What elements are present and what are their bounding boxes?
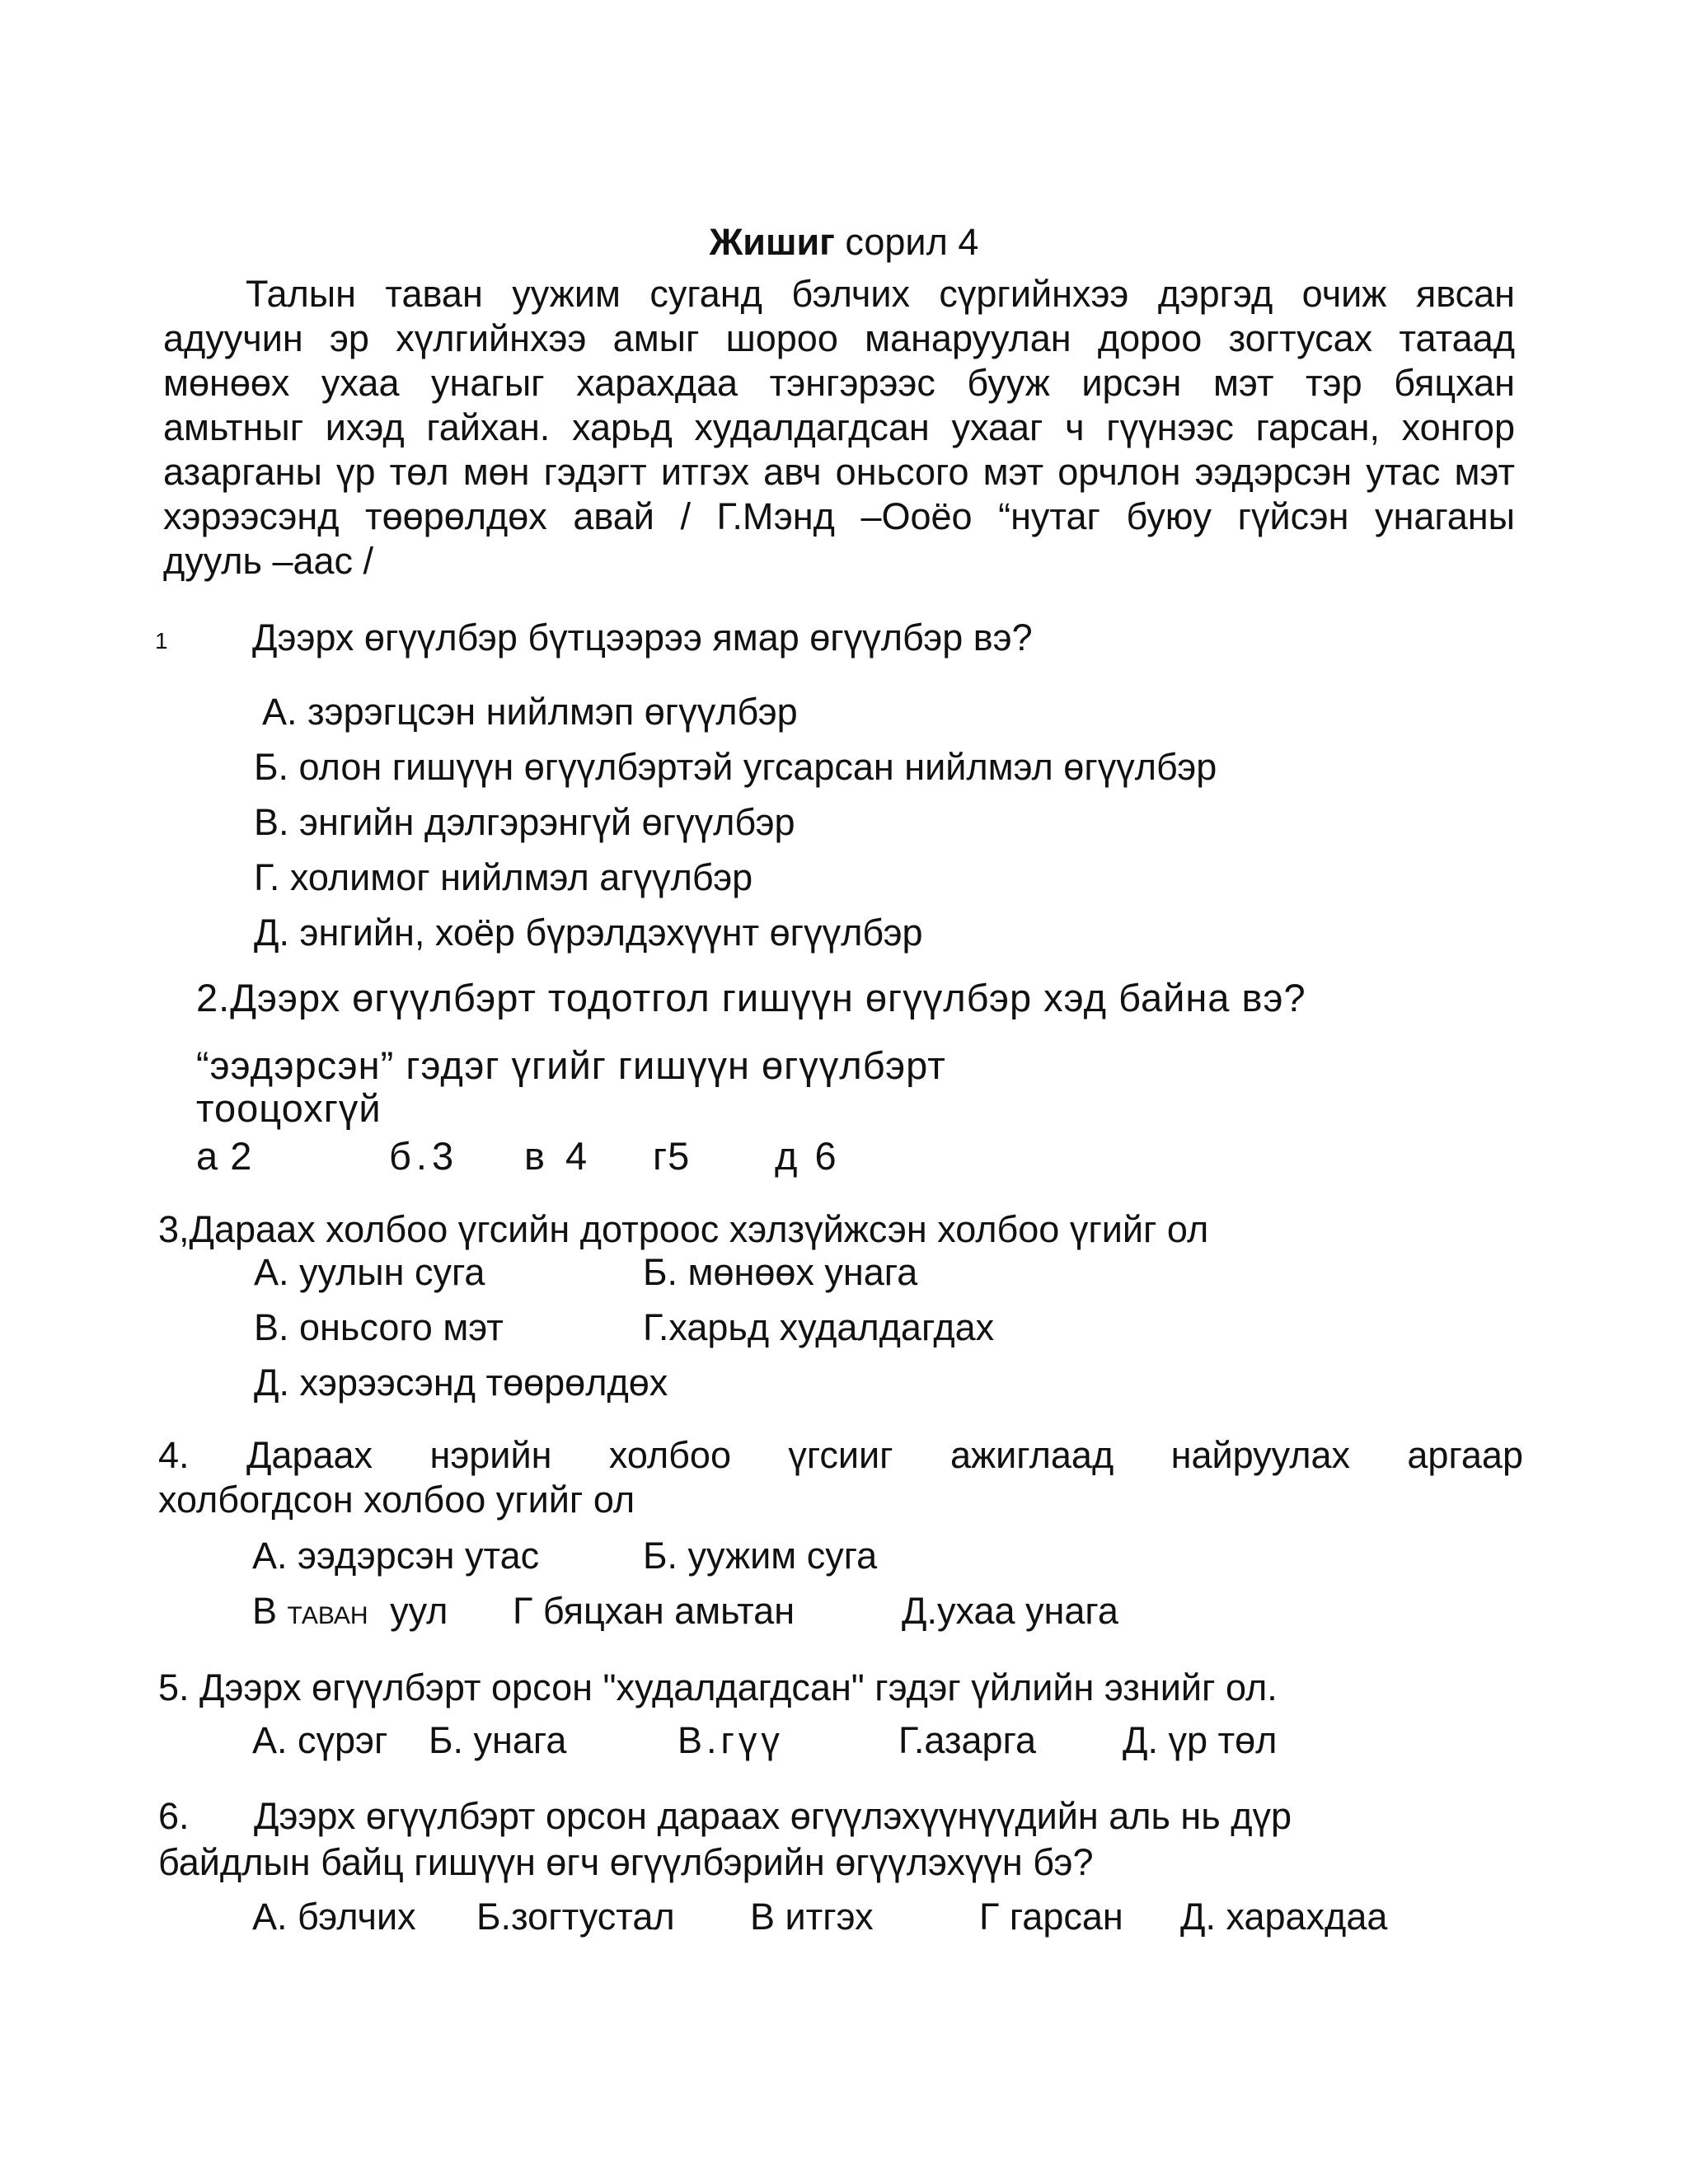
title-rest: сорил 4	[834, 221, 979, 263]
q4-word: 4.	[158, 1434, 190, 1476]
question-4-line	[158, 1434, 1523, 1477]
page-title	[0, 221, 1688, 264]
question-3-option: А. уулын суга	[254, 1251, 485, 1293]
question-2-note: тооцохгүй	[196, 1086, 382, 1130]
question-3-option: Б. мөнөөх унага	[643, 1251, 918, 1293]
question-5-option: А. сүрэг	[252, 1719, 388, 1761]
question-2-note: “ээдэрсэн” гэдэг үгийг гишүүн өгүүлбэрт	[196, 1043, 946, 1087]
question-5-option: В.гүү	[678, 1719, 784, 1761]
question-5-option: Б. унага	[429, 1719, 567, 1761]
question-1-option: Г. холимог нийлмэл агүүлбэр	[254, 856, 753, 898]
passage-line: амьтныг ихэд гайхан. харьд худалдагдсан ухааг ч гүүнээс гарсан, хонгор	[163, 406, 1515, 448]
question-1-option: Б. олон гишүүн өгүүлбэртэй угсарсан нийлмэл өгүүлбэр	[254, 746, 1217, 788]
question-4-option: Б. уужим суга	[643, 1535, 878, 1577]
question-3-text: 3,Дараах холбоо үгсийн дотроос хэлзүйжсэн холбоо үгийг ол	[158, 1208, 1209, 1250]
q4-word: Дараах	[246, 1434, 373, 1476]
question-1-option: В. энгийн дэлгэрэнгүй өгүүлбэр	[254, 801, 795, 843]
question-2-option: б.3	[389, 1134, 459, 1178]
question-6-option: Г гарсан	[979, 1896, 1123, 1938]
passage-line: дууль –аас /	[163, 540, 374, 582]
question-6-option: В итгэх	[750, 1896, 874, 1938]
question-6-text: байдлын байц гишүүн өгч өгүүлбэрийн өгүүлэхүүн бэ?	[158, 1841, 1094, 1883]
question-5-text: 5. Дээрх өгүүлбэрт орсон "худалдагдсан" гэдэг үйлийн эзнийг ол.	[158, 1666, 1278, 1708]
passage-line: хэрээсэнд төөрөлдөх авай / Г.Мэнд –Ооёо “нутаг буюу гүйсэн унаганы	[163, 495, 1515, 537]
question-1-number: 1	[155, 628, 168, 654]
question-6-option: А. бэлчих	[252, 1896, 416, 1938]
q4-option-small: ТАВАН	[287, 1602, 368, 1629]
q4-option-letter: В	[252, 1590, 278, 1632]
question-5-option: Д. үр төл	[1123, 1719, 1278, 1761]
question-1-text: Дээрх өгүүлбэр бүтцээрээ ямар өгүүлбэр вэ?	[252, 616, 1033, 658]
passage-line: Талын таван уужим суганд бэлчих сүргийнхээ дэргэд очиж явсан	[246, 273, 1515, 315]
question-4-option: Д.ухаа унага	[902, 1590, 1118, 1632]
question-6-number: 6.	[158, 1795, 190, 1837]
question-3-option: В. оньсого мэт	[254, 1306, 504, 1348]
question-6-text: Дээрх өгүүлбэрт орсон дараах өгүүлэхүүнүүдийн аль нь дүр	[254, 1795, 1292, 1837]
q4-word: холбоо	[608, 1434, 731, 1476]
question-6-option: Д. харахдаа	[1180, 1896, 1388, 1938]
q4-word: найруулах	[1170, 1434, 1350, 1476]
question-6-option: Б.зогтустал	[476, 1896, 675, 1938]
reading-passage	[163, 272, 1515, 583]
passage-line: адуучин эр хүлгийнхээ амыг шороо манаруулан дороо зогтусах татаад	[163, 317, 1515, 359]
question-2-option: д 6	[775, 1134, 840, 1178]
question-2-option: г5	[653, 1134, 691, 1178]
question-2-option: а 2	[196, 1134, 253, 1178]
q4-word: ажиглаад	[950, 1434, 1114, 1476]
question-2-option: в 4	[524, 1134, 593, 1178]
passage-line: мөнөөх ухаа унагыг харахдаа тэнгэрээс бууж ирсэн мэт тэр бяцхан	[163, 362, 1515, 404]
question-3-option: Г.харьд худалдагдах	[643, 1306, 995, 1348]
q4-option-word: уул	[390, 1590, 448, 1632]
question-1-option: Д. энгийн, хоёр бүрэлдэхүүнт өгүүлбэр	[254, 912, 923, 954]
q4-word: үгсииг	[788, 1434, 893, 1476]
question-4-option	[252, 1590, 448, 1633]
title-bold: Жишиг	[709, 221, 835, 263]
question-1-option: А. зэрэгцсэн нийлмэп өгүүлбэр	[262, 691, 798, 733]
question-3-option: Д. хэрээсэнд төөрөлдөх	[254, 1361, 668, 1404]
question-5-option: Г.азарга	[898, 1719, 1037, 1761]
passage-line: азарганы үр төл мөн гэдэгт итгэх авч оньсого мэт орчлон ээдэрсэн утас мэт	[163, 451, 1515, 493]
question-4-option: А. ээдэрсэн утас	[252, 1535, 540, 1577]
q4-word: аргаар	[1407, 1434, 1523, 1476]
question-4-option: Г бяцхан амьтан	[513, 1590, 795, 1632]
q4-word: нэрийн	[429, 1434, 552, 1476]
question-2-text: 2.Дээрх өгүүлбэрт тодотгол гишүүн өгүүлбэр хэд байна вэ?	[196, 976, 1306, 1019]
question-4-line: холбогдсон холбоо угийг ол	[158, 1479, 635, 1521]
